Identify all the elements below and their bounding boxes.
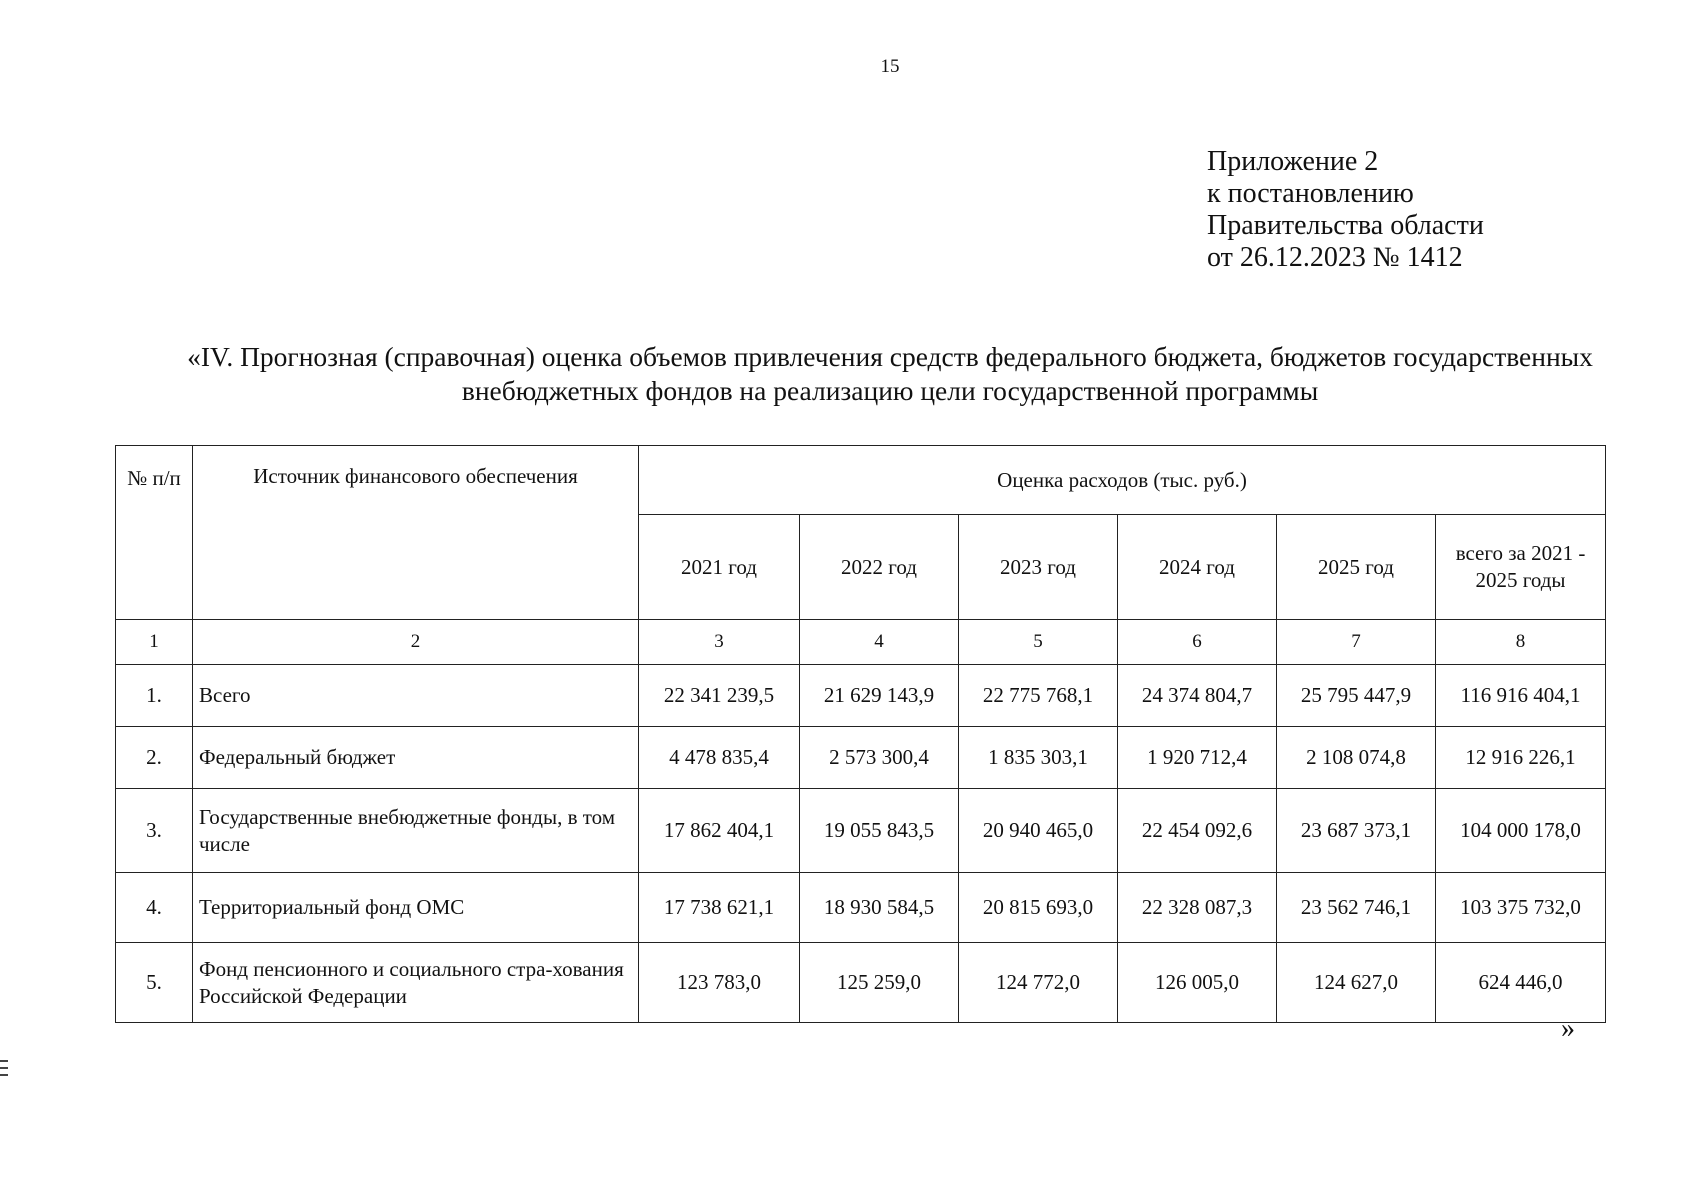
header-year: 2023 год [959,515,1118,620]
header-year: 2024 год [1118,515,1277,620]
value-cell: 125 259,0 [800,943,959,1023]
total-cell: 116 916 404,1 [1436,665,1606,727]
value-cell: 1 920 712,4 [1118,727,1277,789]
value-cell: 20 815 693,0 [959,873,1118,943]
row-source-name: Фонд пенсионного и социального стра-хования Российской Федерации [193,943,639,1023]
value-cell: 4 478 835,4 [639,727,800,789]
header-year: 2022 год [800,515,959,620]
header-num: № п/п [116,446,193,620]
value-cell: 22 328 087,3 [1118,873,1277,943]
table-row [116,943,1606,1023]
column-index: 3 [639,620,800,665]
header-year: 2025 год [1277,515,1436,620]
total-cell: 624 446,0 [1436,943,1606,1023]
row-source-name: Государственные внебюджетные фонды, в том числе [193,789,639,873]
table-row [116,665,1606,727]
row-number: 5. [116,943,193,1023]
value-cell: 123 783,0 [639,943,800,1023]
value-cell: 21 629 143,9 [800,665,959,727]
row-source-name: Всего [193,665,639,727]
appendix-line: от 26.12.2023 № 1412 [1207,242,1463,273]
column-index: 4 [800,620,959,665]
value-cell: 18 930 584,5 [800,873,959,943]
value-cell: 22 775 768,1 [959,665,1118,727]
value-cell: 126 005,0 [1118,943,1277,1023]
value-cell: 124 772,0 [959,943,1118,1023]
value-cell: 23 687 373,1 [1277,789,1436,873]
column-index: 1 [116,620,193,665]
scan-edge-marks [0,1060,10,1081]
value-cell: 2 573 300,4 [800,727,959,789]
section-title-line: «IV. Прогнозная (справочная) оценка объемов привлечения средств федерального бюджета, бюджетов государственных [187,341,1593,372]
total-cell: 103 375 732,0 [1436,873,1606,943]
row-number: 2. [116,727,193,789]
row-source-name: Территориальный фонд ОМС [193,873,639,943]
appendix-line: Правительства области [1207,210,1484,241]
column-index: 5 [959,620,1118,665]
table-header-row [116,446,1606,515]
closing-quote: » [1561,1013,1575,1044]
column-index: 2 [193,620,639,665]
row-number: 4. [116,873,193,943]
row-number: 1. [116,665,193,727]
column-index-row [116,620,1606,665]
value-cell: 2 108 074,8 [1277,727,1436,789]
header-total: всего за 2021 - 2025 годы [1436,515,1606,620]
row-number: 3. [116,789,193,873]
column-index: 7 [1277,620,1436,665]
row-source-name: Федеральный бюджет [193,727,639,789]
table-row [116,789,1606,873]
section-title [150,340,1630,408]
column-index: 8 [1436,620,1606,665]
table-row [116,873,1606,943]
total-cell: 104 000 178,0 [1436,789,1606,873]
value-cell: 22 341 239,5 [639,665,800,727]
value-cell: 24 374 804,7 [1118,665,1277,727]
value-cell: 17 862 404,1 [639,789,800,873]
value-cell: 20 940 465,0 [959,789,1118,873]
appendix-line: к постановлению [1207,178,1414,209]
total-cell: 12 916 226,1 [1436,727,1606,789]
value-cell: 1 835 303,1 [959,727,1118,789]
value-cell: 19 055 843,5 [800,789,959,873]
section-title-line: внебюджетных фондов на реализацию цели государственной программы [461,375,1319,406]
appendix-block [1207,146,1484,274]
column-index: 6 [1118,620,1277,665]
funding-table [115,445,1606,1023]
value-cell: 25 795 447,9 [1277,665,1436,727]
appendix-line: Приложение 2 [1207,146,1379,177]
header-estimate: Оценка расходов (тыс. руб.) [639,446,1606,515]
value-cell: 124 627,0 [1277,943,1436,1023]
header-year: 2021 год [639,515,800,620]
page-number: 15 [880,56,900,77]
value-cell: 23 562 746,1 [1277,873,1436,943]
value-cell: 17 738 621,1 [639,873,800,943]
value-cell: 22 454 092,6 [1118,789,1277,873]
table-row [116,727,1606,789]
header-source: Источник финансового обеспечения [193,446,639,620]
